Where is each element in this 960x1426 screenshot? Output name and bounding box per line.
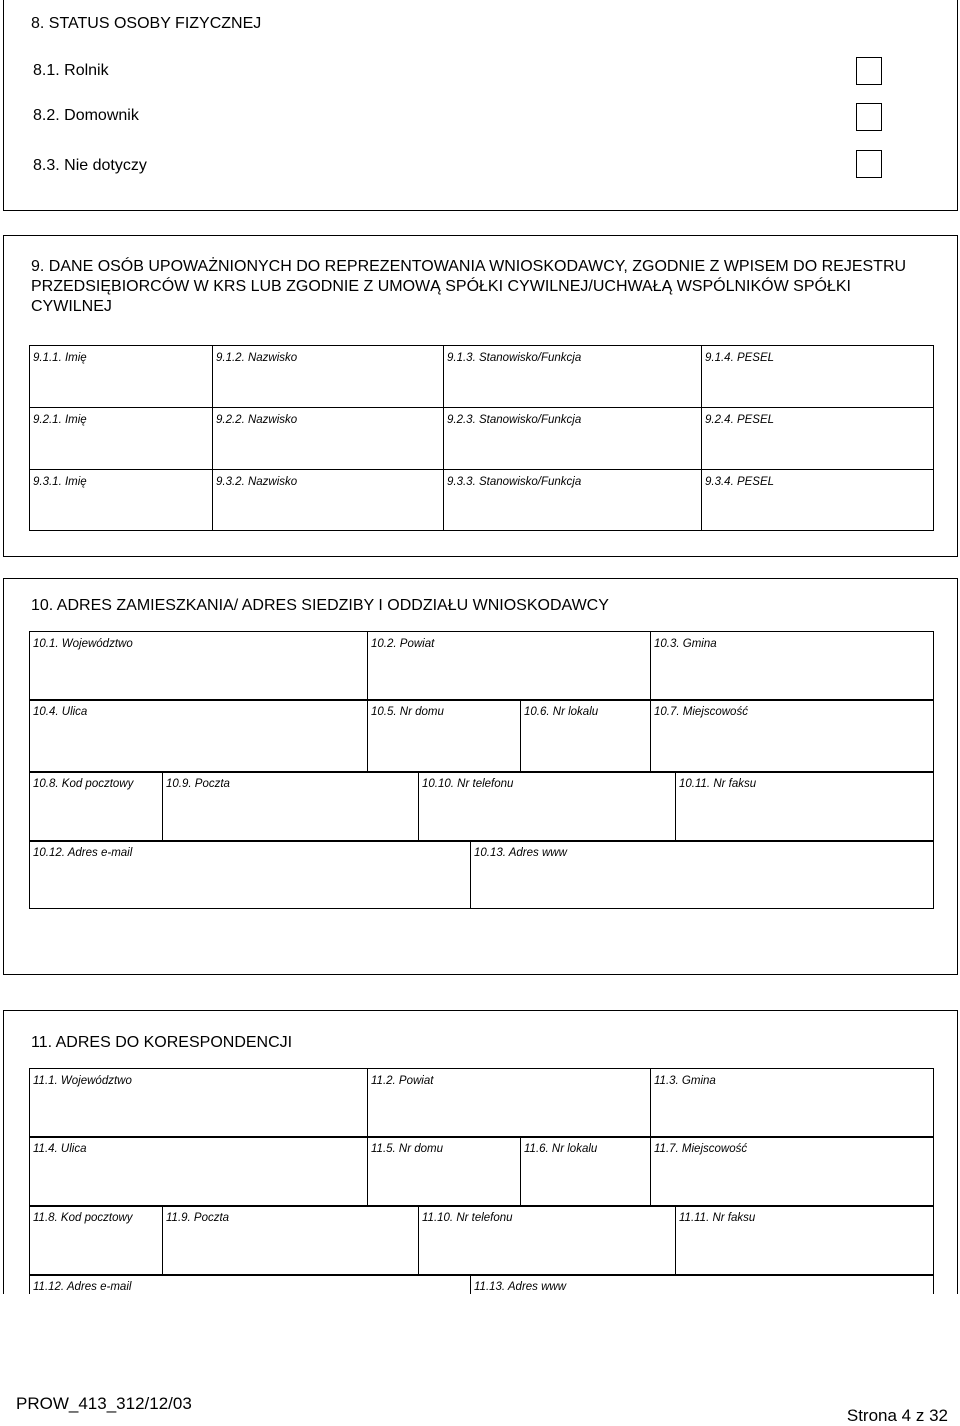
corr-postal-code-field[interactable]: 11.8. Kod pocztowy [30, 1206, 163, 1276]
correspondence-row4 [29, 1274, 934, 1294]
commune-field[interactable]: 10.3. Gmina [651, 632, 934, 701]
corr-email-field[interactable]: 11.12. Adres e-mail [30, 1275, 471, 1295]
address-row1 [29, 631, 934, 701]
corr-phone-field[interactable]: 11.10. Nr telefonu [419, 1206, 676, 1276]
section-9-title: 9. DANE OSÓB UPOWAŻNIONYCH DO REPREZENTOWANIA WNIOSKODAWCY, ZGODNIE Z WPISEM DO REJESTRU PRZEDSIĘBIORCÓW W KRS LUB ZGODNIE Z UMOWĄ SPÓŁKI CYWILNEJ/UCHWAŁĄ WSPÓLNIKÓW SPÓŁKI CYWILNEJ [31, 258, 907, 315]
rep3-first-name-field[interactable]: 9.3.1. Imię [30, 470, 213, 531]
correspondence-row1 [29, 1068, 934, 1138]
street-field[interactable]: 10.4. Ulica [30, 700, 368, 773]
section-11-title: 11. ADRES DO KORESPONDENCJI [31, 1034, 293, 1051]
option-nie-dotyczy-label: 8.3. Nie dotyczy [33, 157, 147, 174]
rep1-first-name-field[interactable]: 9.1.1. Imię [30, 346, 213, 408]
address-row4 [29, 840, 934, 909]
postal-code-field[interactable]: 10.8. Kod pocztowy [30, 772, 163, 842]
correspondence-row4-clip [29, 1274, 934, 1294]
rep2-position-field[interactable]: 9.2.3. Stanowisko/Funkcja [444, 408, 702, 470]
section-8-title: 8. STATUS OSOBY FIZYCZNEJ [31, 15, 262, 32]
corr-website-field[interactable]: 11.13. Adres www [471, 1275, 934, 1295]
county-field[interactable]: 10.2. Powiat [368, 632, 651, 701]
corr-commune-field[interactable]: 11.3. Gmina [651, 1069, 934, 1138]
rep1-last-name-field[interactable]: 9.1.2. Nazwisko [213, 346, 444, 408]
corr-house-number-field[interactable]: 11.5. Nr domu [368, 1137, 521, 1207]
city-field[interactable]: 10.7. Miejscowość [651, 700, 934, 773]
post-office-field[interactable]: 10.9. Poczta [163, 772, 419, 842]
option-rolnik-label: 8.1. Rolnik [33, 62, 109, 79]
corr-street-field[interactable]: 11.4. Ulica [30, 1137, 368, 1207]
checkbox-rolnik[interactable] [856, 57, 882, 85]
voivodeship-field[interactable]: 10.1. Województwo [30, 632, 368, 701]
house-number-field[interactable]: 10.5. Nr domu [368, 700, 521, 773]
rep2-last-name-field[interactable]: 9.2.2. Nazwisko [213, 408, 444, 470]
address-row3 [29, 771, 934, 842]
rep2-pesel-field[interactable]: 9.2.4. PESEL [702, 408, 934, 470]
rep3-position-field[interactable]: 9.3.3. Stanowisko/Funkcja [444, 470, 702, 531]
address-row2 [29, 699, 934, 773]
page-number: Strona 4 z 32 [846, 1406, 948, 1425]
rep3-last-name-field[interactable]: 9.3.2. Nazwisko [213, 470, 444, 531]
corr-voivodeship-field[interactable]: 11.1. Województwo [30, 1069, 368, 1138]
rep1-pesel-field[interactable]: 9.1.4. PESEL [702, 346, 934, 408]
corr-post-office-field[interactable]: 11.9. Poczta [163, 1206, 419, 1276]
corr-city-field[interactable]: 11.7. Miejscowość [651, 1137, 934, 1207]
correspondence-row2 [29, 1136, 934, 1207]
document-code: PROW_413_312/12/03 [16, 1394, 192, 1413]
email-field[interactable]: 10.12. Adres e-mail [30, 841, 471, 909]
checkbox-domownik[interactable] [856, 103, 882, 131]
corr-fax-field[interactable]: 11.11. Nr faksu [676, 1206, 934, 1276]
website-field[interactable]: 10.13. Adres www [471, 841, 934, 909]
apartment-number-field[interactable]: 10.6. Nr lokalu [521, 700, 651, 773]
corr-apartment-number-field[interactable]: 11.6. Nr lokalu [521, 1137, 651, 1207]
correspondence-row3 [29, 1205, 934, 1276]
phone-field[interactable]: 10.10. Nr telefonu [419, 772, 676, 842]
corr-county-field[interactable]: 11.2. Powiat [368, 1069, 651, 1138]
fax-field[interactable]: 10.11. Nr faksu [676, 772, 934, 842]
option-domownik-label: 8.2. Domownik [33, 107, 139, 124]
section-10-title: 10. ADRES ZAMIESZKANIA/ ADRES SIEDZIBY I ODDZIAŁU WNIOSKODAWCY [31, 597, 609, 614]
rep1-position-field[interactable]: 9.1.3. Stanowisko/Funkcja [444, 346, 702, 408]
rep2-first-name-field[interactable]: 9.2.1. Imię [30, 408, 213, 470]
representatives-table [29, 345, 934, 531]
checkbox-nie-dotyczy[interactable] [856, 150, 882, 178]
rep3-pesel-field[interactable]: 9.3.4. PESEL [702, 470, 934, 531]
